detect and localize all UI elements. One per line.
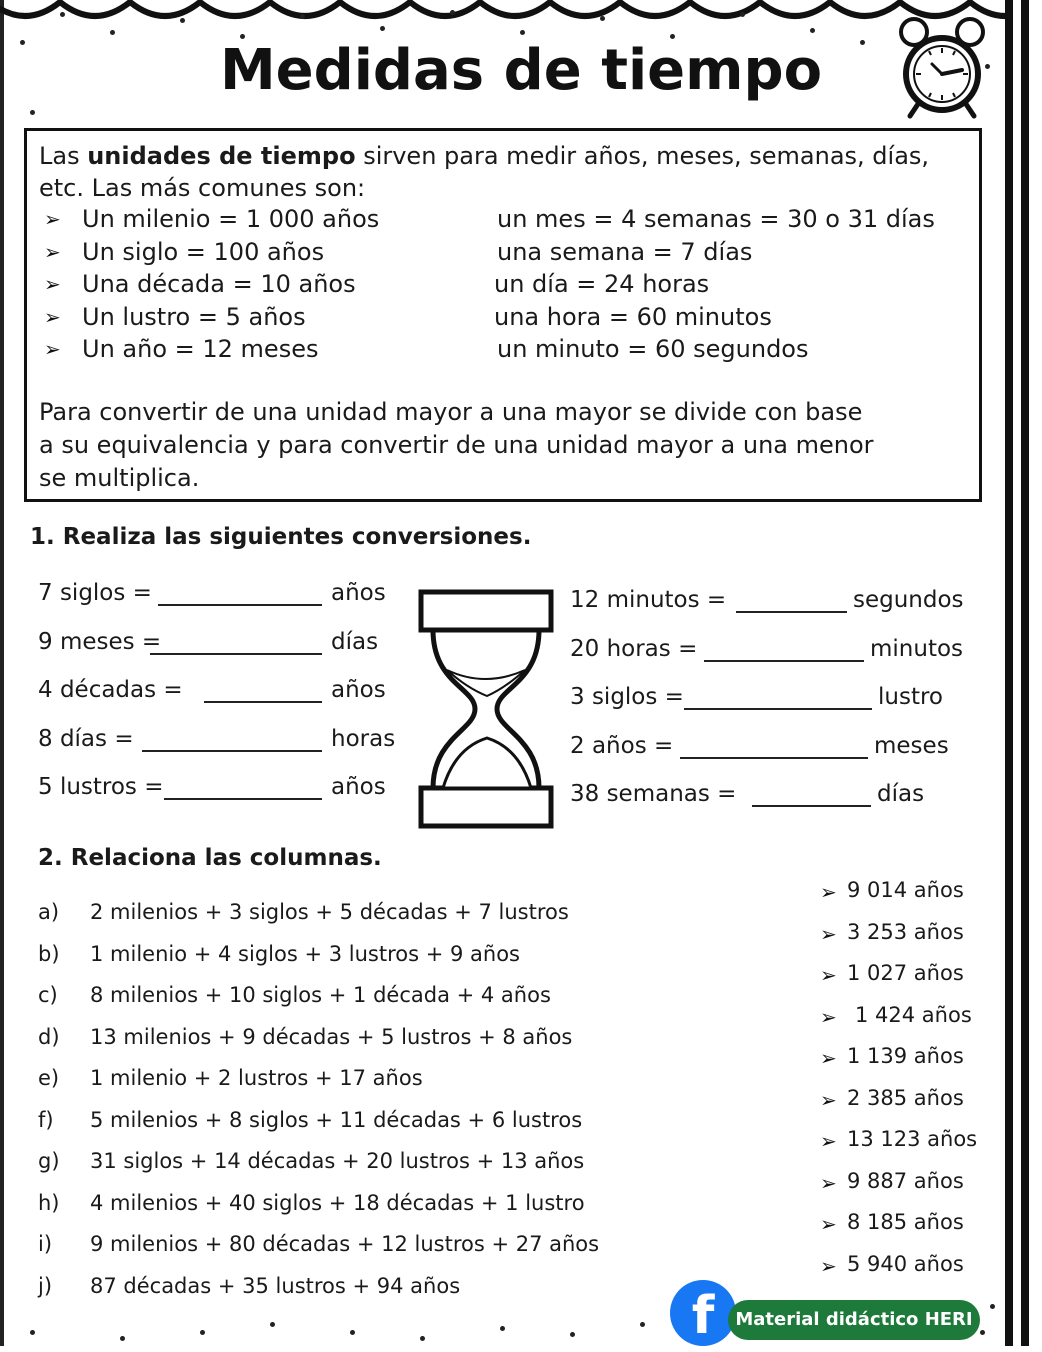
- answer-blank[interactable]: [704, 660, 864, 662]
- match-answer: 1 424 años: [855, 1002, 972, 1027]
- unit-equivalence-left: Un siglo = 100 años: [82, 237, 325, 266]
- bullet-arrow-icon: ➢: [820, 1253, 837, 1278]
- intro-line-1: [39, 142, 929, 170]
- answer-blank[interactable]: [680, 757, 868, 759]
- conversion-question: 9 meses =: [38, 628, 162, 655]
- hourglass-icon: [415, 588, 565, 830]
- conversion-unit: años: [331, 774, 386, 800]
- decorative-dot: [570, 1332, 575, 1337]
- match-expression: 87 décadas + 35 lustros + 94 años: [90, 1273, 461, 1298]
- conversion-question: 38 semanas =: [570, 781, 737, 807]
- decorative-dot: [740, 12, 745, 17]
- intro-prefix: Las: [39, 142, 88, 170]
- bullet-arrow-icon: ➢: [820, 1212, 837, 1236]
- match-letter: j): [38, 1273, 53, 1298]
- unit-equivalence-left: Un lustro = 5 años: [82, 302, 306, 331]
- decorative-dot: [120, 1336, 125, 1341]
- answer-blank[interactable]: [752, 805, 871, 807]
- match-expression: 2 milenios + 3 siglos + 5 décadas + 7 lustros: [90, 900, 569, 924]
- decorative-dot: [30, 1330, 35, 1335]
- match-answer: 9 014 años: [847, 878, 964, 902]
- bullet-arrow-icon: ➢: [44, 304, 61, 329]
- bullet-arrow-icon: ➢: [44, 239, 61, 264]
- conversion-question: 5 lustros =: [38, 774, 164, 800]
- answer-blank[interactable]: [158, 604, 322, 606]
- match-answer: 1 139 años: [847, 1044, 964, 1068]
- conversion-question: 8 días =: [38, 725, 134, 752]
- match-expression: 31 siglos + 14 décadas + 20 lustros + 13 años: [90, 1149, 585, 1173]
- match-letter: b): [38, 941, 60, 966]
- answer-blank[interactable]: [164, 798, 322, 800]
- match-letter: e): [38, 1066, 60, 1090]
- match-expression: 1 milenio + 4 siglos + 3 lustros + 9 años: [90, 941, 520, 966]
- page-border-left: [0, 0, 4, 1346]
- unit-equivalence-left: Una década = 10 años: [82, 270, 356, 298]
- alarm-clock-icon: [892, 12, 992, 124]
- answer-blank[interactable]: [736, 611, 847, 613]
- decorative-dot: [60, 12, 65, 17]
- bullet-arrow-icon: ➢: [820, 963, 837, 987]
- bullet-arrow-icon: ➢: [820, 1087, 837, 1112]
- match-letter: c): [38, 983, 58, 1007]
- bullet-arrow-icon: ➢: [820, 1004, 837, 1029]
- decorative-dot: [520, 30, 525, 35]
- unit-equivalence-left: Un año = 12 meses: [82, 335, 319, 363]
- decorative-dot: [600, 16, 605, 21]
- page-title: Medidas de tiempo: [219, 38, 823, 103]
- match-expression: 9 milenios + 80 décadas + 12 lustros + 27 años: [90, 1232, 600, 1256]
- decorative-dot: [110, 30, 115, 35]
- bullet-arrow-icon: ➢: [820, 1129, 837, 1153]
- bullet-arrow-icon: ➢: [44, 272, 61, 296]
- conversion-unit: años: [331, 677, 386, 703]
- intro-line-2: etc. Las más comunes son:: [39, 174, 366, 202]
- answer-blank[interactable]: [204, 701, 322, 703]
- answer-blank[interactable]: [142, 750, 322, 752]
- match-letter: f): [38, 1107, 54, 1132]
- match-expression: 5 milenios + 8 siglos + 11 décadas + 6 lustros: [90, 1107, 583, 1132]
- conversion-unit: minutos: [870, 635, 964, 662]
- decorative-dot: [350, 1330, 355, 1335]
- match-letter: a): [38, 900, 60, 924]
- conversion-question: 2 años =: [570, 732, 674, 759]
- match-expression: 8 milenios + 10 siglos + 1 década + 4 años: [90, 983, 551, 1007]
- conversion-unit: horas: [331, 725, 396, 752]
- unit-equivalence-right: una hora = 60 minutos: [494, 302, 772, 331]
- page-border-right-inner: [1013, 0, 1021, 1346]
- unit-equivalence-right: un minuto = 60 segundos: [497, 335, 809, 363]
- decorative-dot: [500, 1326, 505, 1331]
- decorative-dot: [30, 110, 35, 115]
- conversion-question: 3 siglos =: [570, 684, 684, 710]
- unit-equivalence-right: un día = 24 horas: [494, 270, 710, 298]
- section1-title: 1. Realiza las siguientes conversiones.: [30, 524, 532, 550]
- decorative-dot: [450, 10, 455, 15]
- decorative-dot: [640, 1322, 645, 1327]
- conversion-question: 7 siglos =: [38, 580, 152, 606]
- match-answer: 13 123 años: [847, 1127, 978, 1151]
- conversion-question: 12 minutos =: [570, 587, 727, 613]
- decorative-dot: [270, 1322, 275, 1327]
- unit-equivalence-right: un mes = 4 semanas = 30 o 31 días: [497, 205, 935, 233]
- decorative-dot: [980, 1330, 985, 1335]
- match-answer: 9 887 años: [847, 1168, 964, 1193]
- match-letter: h): [38, 1190, 60, 1215]
- conversion-unit: días: [877, 781, 925, 807]
- conversion-unit: años: [331, 580, 386, 606]
- answer-blank[interactable]: [684, 708, 872, 710]
- unit-equivalence-right: una semana = 7 días: [497, 237, 753, 266]
- match-expression: 1 milenio + 2 lustros + 17 años: [90, 1066, 423, 1090]
- rule-line-2: a su equivalencia y para convertir de una unidad mayor a una menor: [39, 431, 874, 459]
- match-letter: g): [38, 1149, 60, 1173]
- conversion-unit: días: [331, 628, 379, 655]
- match-expression: 13 milenios + 9 décadas + 5 lustros + 8 años: [90, 1024, 573, 1049]
- bullet-arrow-icon: ➢: [820, 1046, 837, 1070]
- match-answer: 1 027 años: [847, 961, 964, 985]
- unit-equivalence-left: Un milenio = 1 000 años: [82, 205, 380, 233]
- rule-line-3: se multiplica.: [39, 464, 200, 492]
- decorative-dot: [990, 1304, 995, 1309]
- conversion-question: 4 décadas =: [38, 677, 183, 703]
- rule-line-1: Para convertir de una unidad mayor a una mayor se divide con base: [39, 398, 863, 426]
- conversion-unit: meses: [874, 732, 949, 759]
- match-letter: i): [38, 1232, 53, 1256]
- match-answer: 2 385 años: [847, 1085, 964, 1110]
- conversion-unit: lustro: [878, 684, 943, 710]
- facebook-icon[interactable]: f: [670, 1280, 736, 1346]
- conversion-unit: segundos: [853, 587, 964, 613]
- match-letter: d): [38, 1024, 60, 1049]
- footer-brand-label[interactable]: Material didáctico HERI: [728, 1300, 980, 1340]
- bullet-arrow-icon: ➢: [820, 1170, 837, 1195]
- bullet-arrow-icon: ➢: [820, 921, 837, 946]
- intro-suffix: sirven para medir años, meses, semanas, días,: [355, 142, 930, 170]
- decorative-dot: [200, 1330, 205, 1335]
- scalloped-border-top: [0, 0, 1005, 40]
- match-answer: 8 185 años: [847, 1210, 964, 1234]
- section2-title: 2. Relaciona las columnas.: [38, 845, 382, 871]
- bullet-arrow-icon: ➢: [44, 337, 61, 361]
- bullet-arrow-icon: ➢: [44, 207, 61, 231]
- bullet-arrow-icon: ➢: [820, 880, 837, 904]
- intro-bold: unidades de tiempo: [87, 142, 356, 170]
- decorative-dot: [420, 1336, 425, 1341]
- decorative-dot: [300, 14, 305, 19]
- match-answer: 5 940 años: [847, 1251, 964, 1276]
- match-expression: 4 milenios + 40 siglos + 18 décadas + 1 lustro: [90, 1190, 585, 1215]
- decorative-dot: [380, 26, 385, 31]
- decorative-dot: [810, 28, 815, 33]
- match-answer: 3 253 años: [847, 919, 964, 944]
- conversion-question: 20 horas =: [570, 635, 698, 662]
- decorative-dot: [180, 18, 185, 23]
- answer-blank[interactable]: [150, 653, 322, 655]
